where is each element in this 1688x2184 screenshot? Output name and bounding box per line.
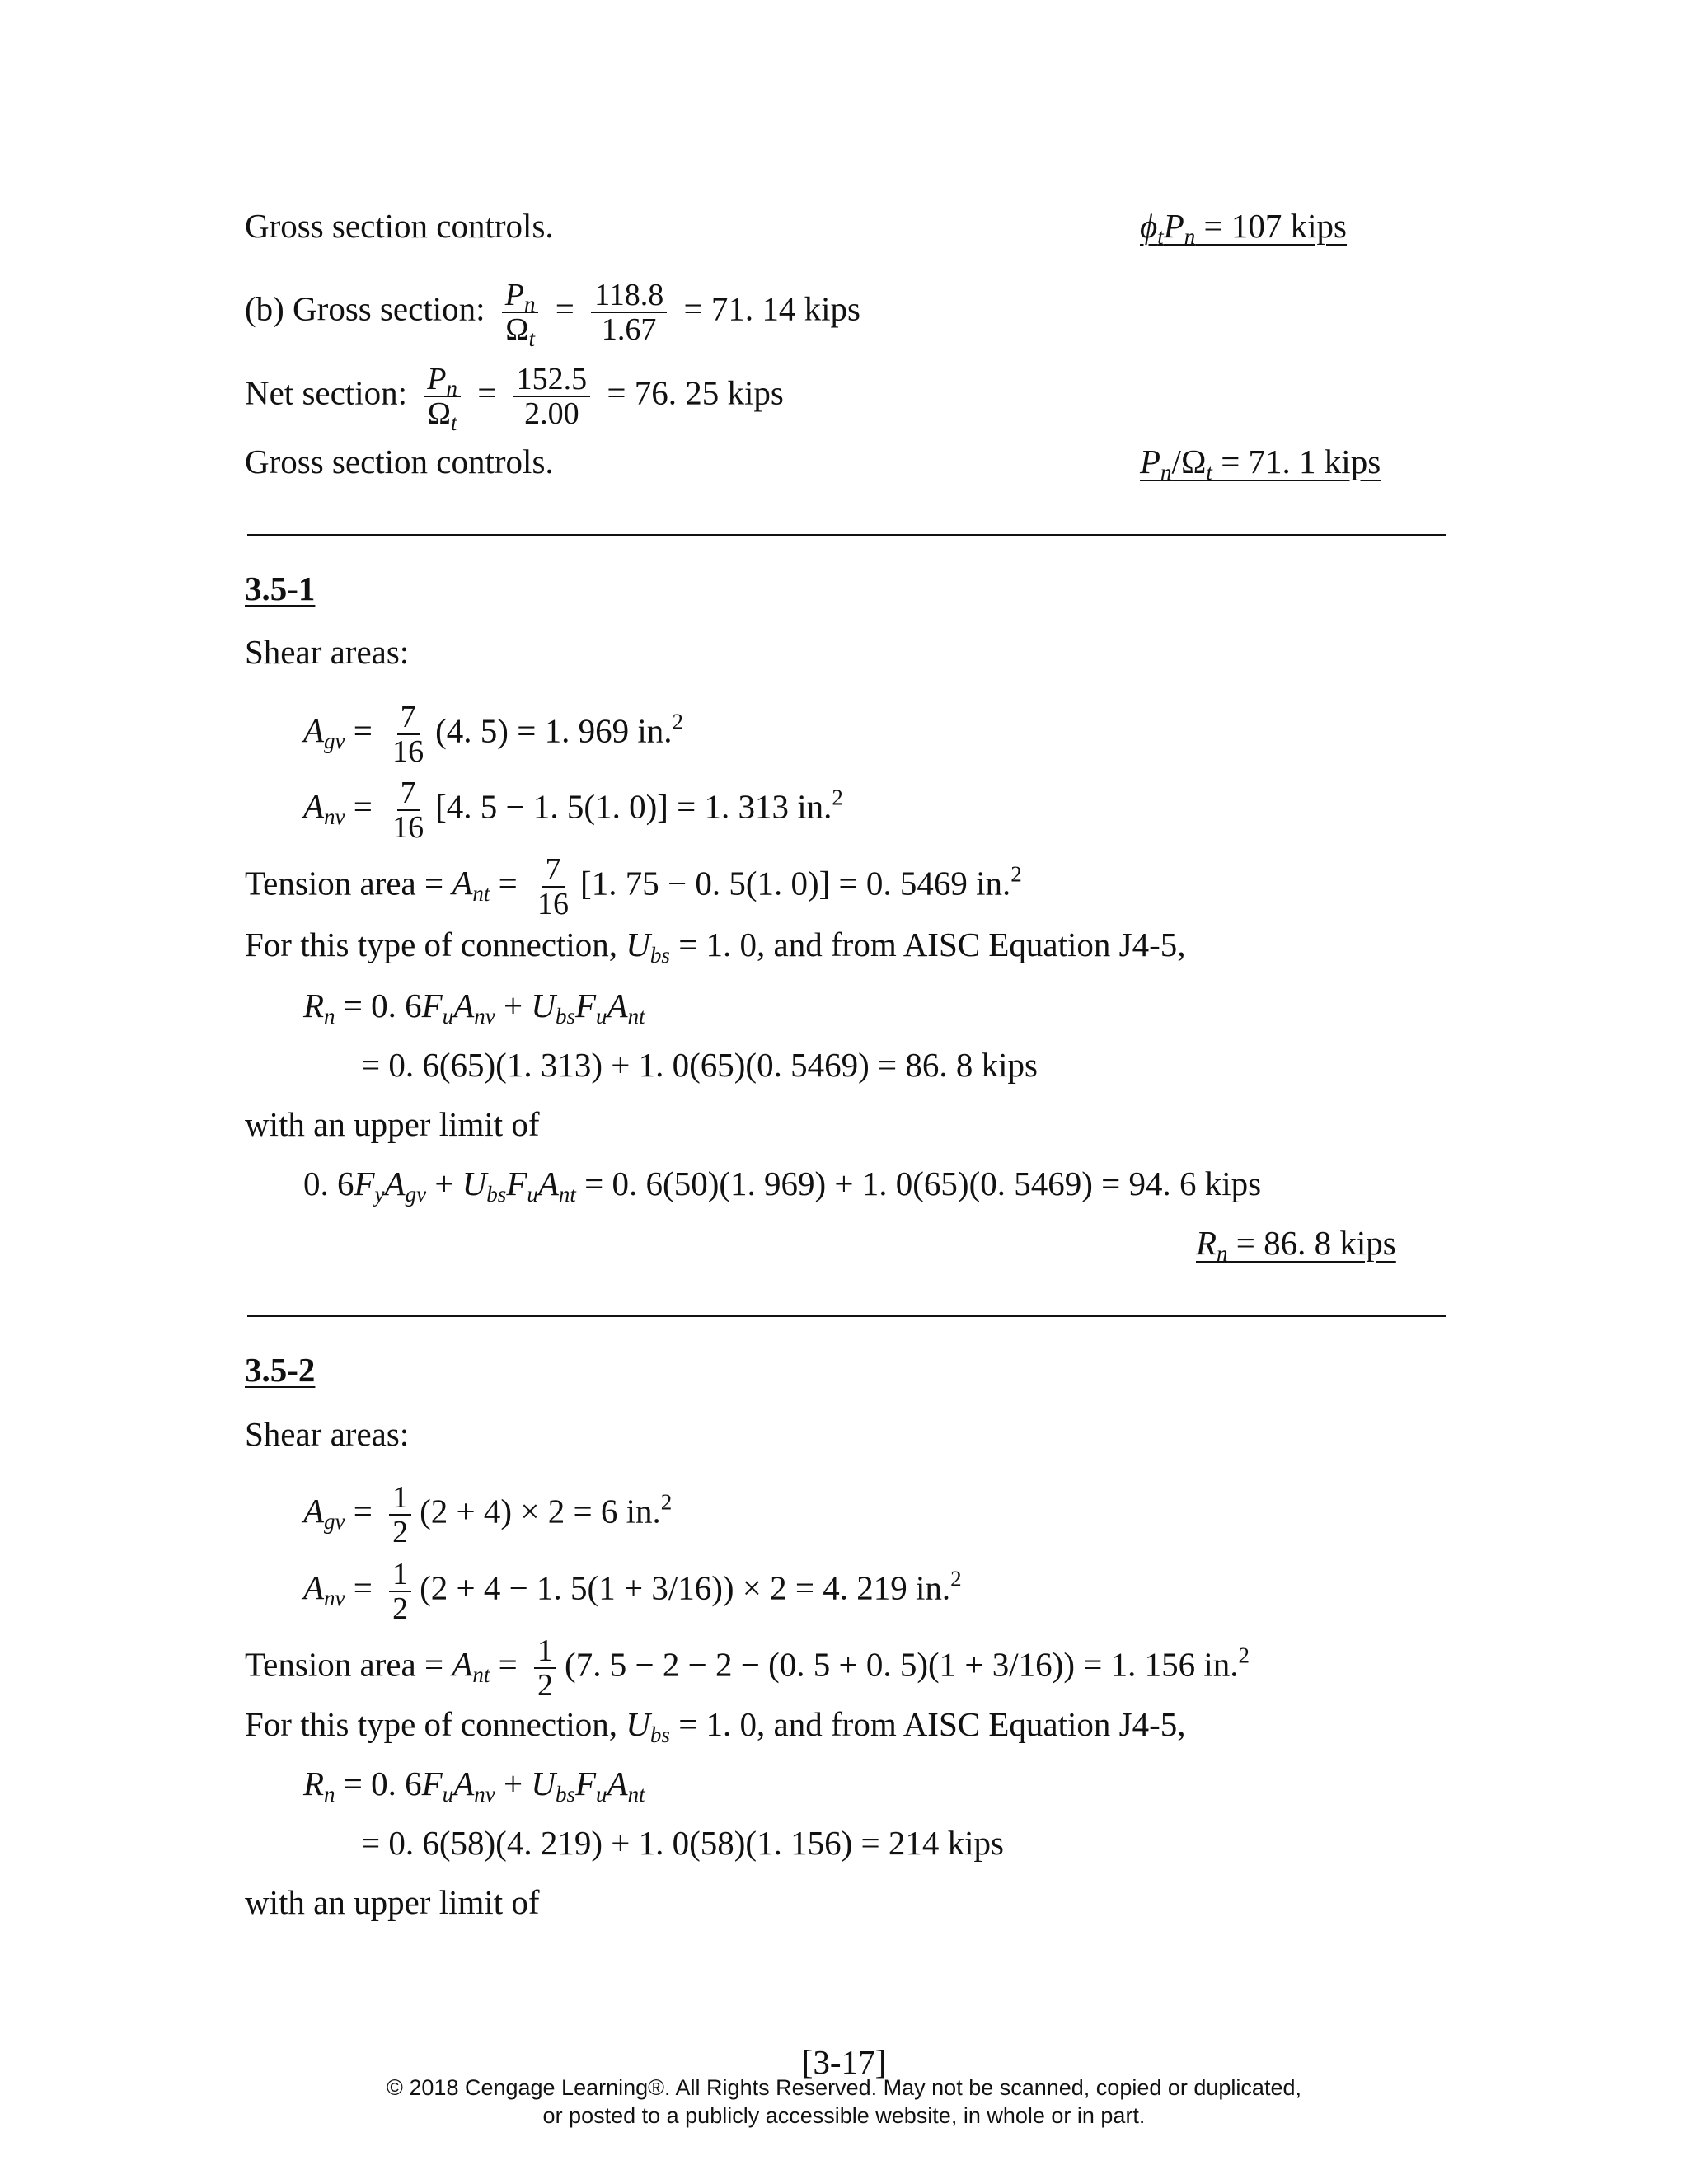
problem-heading-3-5-1: 3.5-1 [245,569,316,607]
connection-text-2: For this type of connection, $U_{bs} = 1$. 0, and from AISC Equation J4-5, [245,1705,1186,1747]
shear-areas-label-1: Shear areas: [245,633,410,671]
result-rn-1: $R_n = 86$. 8 kips [1196,1224,1396,1266]
agv-eq-2: $A_{gv}$ = $\frac{1}{2}$ (2 + 4) × 2 = 6 in.$^2$ [303,1480,673,1549]
net-section-label: Net section: [245,373,407,412]
copyright-line-1: © 2018 Cengage Learning®. All Rights Reserved. May not be scanned, copied or duplicated, [387,2075,1301,2100]
gross-fraction: $\frac{118.8}{1.67}$ [591,279,667,346]
upper-limit-label-1: with an upper limit of [245,1105,540,1143]
pn-over-omega-net: $\frac{P_n}{\Omega_t}$ [424,363,461,430]
rn-value-2: = 0. 6(58)(4. 219) + 1. 0(58)(1. 156) = 214 kips [361,1824,1004,1862]
result-phi-pn: $\phi_tP_n = 107$ kips [1140,207,1348,249]
net-section-eq: Net section: $\frac{P_n}{\Omega_t}$ = $\frac{152.5}{2.00}$ = 76. 25 kips [245,362,784,435]
gross-section-eq: (b) Gross section: $\frac{P_n}{\Omega_t}$ = $\frac{118.8}{1.67}$ = 71. 14 kips [245,278,860,351]
pn-over-omega: $\frac{P_n}{\Omega_t}$ [502,279,539,346]
connection-text-1: For this type of connection, $U_{bs} = 1$. 0, and from AISC Equation J4-5, [245,926,1186,968]
rn-formula-1: $R_n = 0$. $6F_uA_{nv} + U_{bs}F_uA_{nt}$ [303,987,645,1029]
rn-value-1: = 0. 6(65)(1. 313) + 1. 0(65)(0. 5469) = 86. 8 kips [361,1046,1038,1084]
section-divider-1 [247,534,1446,536]
net-fraction: $\frac{152.5}{2.00}$ [513,363,591,430]
rn-formula-2: $R_n = 0$. $6F_uA_{nv} + U_{bs}F_uA_{nt}$ [303,1765,645,1807]
ant-eq-2: Tension area = $A_{nt}$ = $\frac{1}{2}$ (7. 5 − 2 − 2 − (0. 5 + 0. 5)(1 + 3/16)) = 1. 156 in.$^2$ [245,1633,1250,1703]
anv-eq-1: $A_{nv}$ = $\frac{7}{16}$ [4. 5 − 1. 5(1. 0)] = 1. 313 in.$^2$ [303,776,843,845]
upper-limit-eq-1: 0. $6F_yA_{gv} + U_{bs}F_uA_{nt} = 0$. 6(50)(1. 969) + 1. 0(65)(0. 5469) = 94. 6 kips [303,1165,1262,1207]
section-divider-2 [247,1315,1446,1317]
page-number: [3-17] [801,2043,887,2081]
net-result: = 76. 25 kips [607,373,784,412]
shear-areas-label-2: Shear areas: [245,1415,410,1453]
anv-eq-2: $A_{nv}$ = $\frac{1}{2}$ (2 + 4 − 1. 5(1 + 3/16)) × 2 = 4. 219 in.$^2$ [303,1557,962,1626]
gross-section-label: (b) Gross section: [245,289,485,328]
copyright-line-2: or posted to a publicly accessible website, in whole or in part. [542,2103,1146,2128]
problem-heading-3-5-2: 3.5-2 [245,1351,316,1389]
upper-limit-label-2: with an upper limit of [245,1883,540,1921]
gross-controls-b: Gross section controls. [245,443,554,480]
agv-eq-1: $A_{gv}$ = $\frac{7}{16}$ (4. 5) = 1. 969 in.$^2$ [303,700,683,769]
result-pn-omega: $P_n/\Omega_t = 71$. 1 kips [1140,443,1381,485]
ant-eq-1: Tension area = $A_{nt}$ = $\frac{7}{16}$ [1. 75 − 0. 5(1. 0)] = 0. 5469 in.$^2$ [245,852,1022,921]
gross-result: = 71. 14 kips [683,289,860,328]
gross-controls-a: Gross section controls. [245,207,554,245]
